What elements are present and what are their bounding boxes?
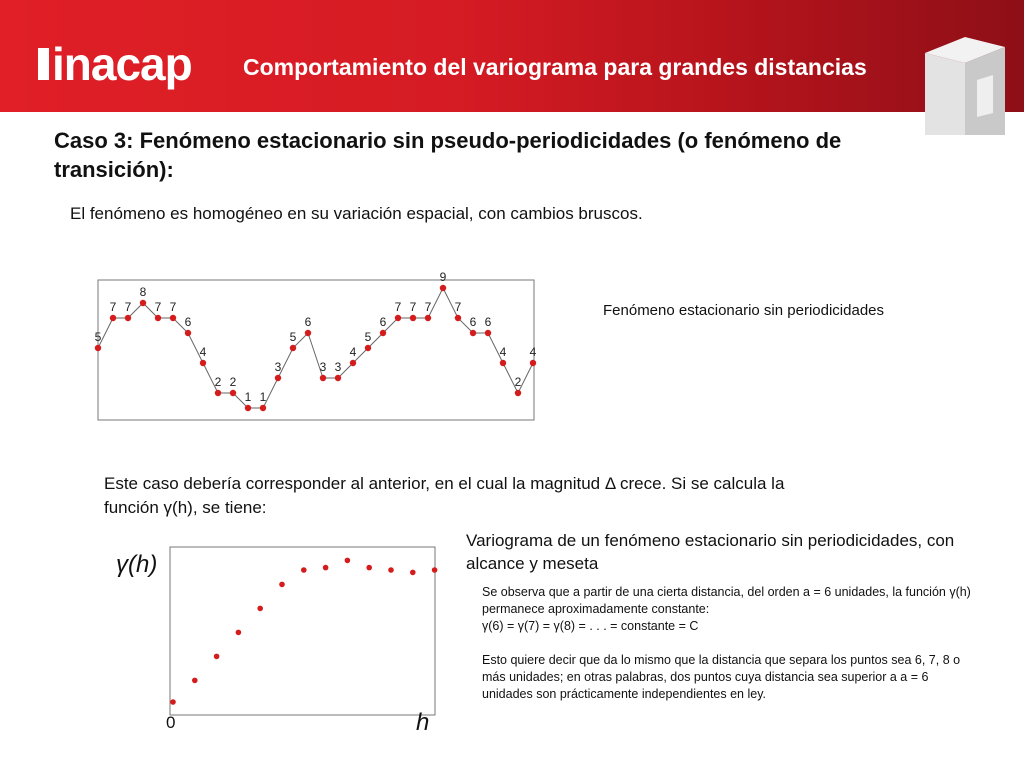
series-point-label: 2	[514, 375, 522, 389]
note-line-3: Esto quiere decir que da lo mismo que la distancia que separa los puntos sea 6, 7, 8 o más unidades; en otras palabras, dos puntos cuya distancia sea superior a a = 6 unidades son prácticamente independientes en ley.	[482, 653, 961, 701]
variogram-point	[257, 606, 263, 612]
variogram-intro: Este caso debería corresponder al anterior, en el cual la magnitud Δ crece. Si se calcula la función γ(h), se tiene:	[104, 474, 785, 517]
case-title: Caso 3: Fenómeno estacionario sin pseudo-periodicidades (o fenómeno de transición):	[54, 128, 842, 182]
series-point	[515, 390, 521, 396]
series-caption: Fenómeno estacionario sin periodicidades	[603, 302, 885, 319]
series-point-label: 2	[214, 375, 222, 389]
series-point-label: 7	[424, 300, 432, 314]
variogram-ylabel: γ(h)	[116, 551, 158, 578]
variogram-point	[170, 699, 176, 705]
series-point	[275, 375, 281, 381]
series-point	[260, 405, 266, 411]
series-point-label: 6	[484, 315, 492, 329]
series-point-label: 4	[349, 345, 357, 359]
variogram-point	[301, 567, 307, 573]
series-point-label: 9	[439, 270, 447, 284]
variogram-points	[170, 558, 437, 705]
series-point	[485, 330, 491, 336]
series-point-label: 4	[529, 345, 537, 359]
series-point	[185, 330, 191, 336]
series-point	[140, 300, 146, 306]
variogram-point	[432, 567, 438, 573]
series-point-label: 6	[304, 315, 312, 329]
series-frame	[98, 280, 534, 420]
logo-text: inacap	[52, 40, 192, 90]
series-point-label: 8	[139, 285, 147, 299]
variogram-point	[323, 565, 329, 571]
series-point-label: 3	[319, 360, 327, 374]
series-point	[110, 315, 116, 321]
variogram-origin-label: 0	[166, 713, 176, 732]
variogram-point	[388, 567, 394, 573]
note-line-1: Se observa que a partir de una cierta distancia, del orden a = 6 unidades, la función γ(h) permanece aproximadamente constante:	[482, 585, 971, 616]
series-point	[380, 330, 386, 336]
series-point	[410, 315, 416, 321]
series-point	[245, 405, 251, 411]
variogram-point	[279, 582, 285, 588]
series-point	[125, 315, 131, 321]
variogram-note	[482, 584, 982, 703]
series-point-label: 7	[124, 300, 132, 314]
phenomenon-description: El fenómeno es homogéneo en su variación espacial, con cambios bruscos.	[70, 204, 643, 223]
series-point	[215, 390, 221, 396]
series-points	[95, 270, 537, 411]
header-banner	[0, 0, 1024, 112]
series-point-label: 3	[274, 360, 282, 374]
series-point	[500, 360, 506, 366]
inacap-logo	[38, 40, 213, 101]
series-point-label: 7	[454, 300, 462, 314]
series-point-label: 1	[259, 390, 267, 404]
series-point	[455, 315, 461, 321]
variogram-point	[192, 678, 198, 684]
series-point-label: 7	[169, 300, 177, 314]
series-point-label: 6	[469, 315, 477, 329]
series-point	[290, 345, 296, 351]
series-point	[470, 330, 476, 336]
series-point	[350, 360, 356, 366]
variogram-xlabel: h	[416, 709, 430, 735]
series-point	[365, 345, 371, 351]
variogram-point	[236, 630, 242, 636]
series-point-label: 4	[199, 345, 207, 359]
variogram-caption: Variograma de un fenómeno estacionario sin periodicidades, con alcance y meseta	[466, 531, 955, 573]
series-point	[305, 330, 311, 336]
series-point-label: 6	[184, 315, 192, 329]
series-point	[230, 390, 236, 396]
series-point-label: 6	[379, 315, 387, 329]
series-point-label: 7	[154, 300, 162, 314]
series-point-label: 3	[334, 360, 342, 374]
series-point	[425, 315, 431, 321]
series-point-label: 5	[364, 330, 372, 344]
series-point-label: 5	[289, 330, 297, 344]
variogram-point	[366, 565, 372, 571]
cube-decoration	[905, 35, 1024, 135]
series-point	[335, 375, 341, 381]
variogram-point	[214, 654, 220, 660]
series-line	[98, 288, 533, 408]
series-point	[320, 375, 326, 381]
series-point-label: 1	[244, 390, 252, 404]
header-title: Comportamiento del variograma para grandes distancias	[243, 54, 867, 80]
series-chart	[86, 268, 546, 428]
series-point	[170, 315, 176, 321]
series-point-label: 2	[229, 375, 237, 389]
series-point-label: 7	[109, 300, 117, 314]
series-point-label: 7	[394, 300, 402, 314]
note-line-2: γ(6) = γ(7) = γ(8) = . . . = constante = C	[482, 619, 699, 633]
variogram-point	[345, 558, 351, 564]
series-point	[200, 360, 206, 366]
series-point	[95, 345, 101, 351]
series-point	[530, 360, 536, 366]
series-point-label: 4	[499, 345, 507, 359]
series-point-label: 7	[409, 300, 417, 314]
series-point	[155, 315, 161, 321]
series-point	[395, 315, 401, 321]
variogram-chart	[108, 540, 448, 735]
series-point-label: 5	[94, 330, 102, 344]
series-point	[440, 285, 446, 291]
variogram-point	[410, 570, 416, 576]
